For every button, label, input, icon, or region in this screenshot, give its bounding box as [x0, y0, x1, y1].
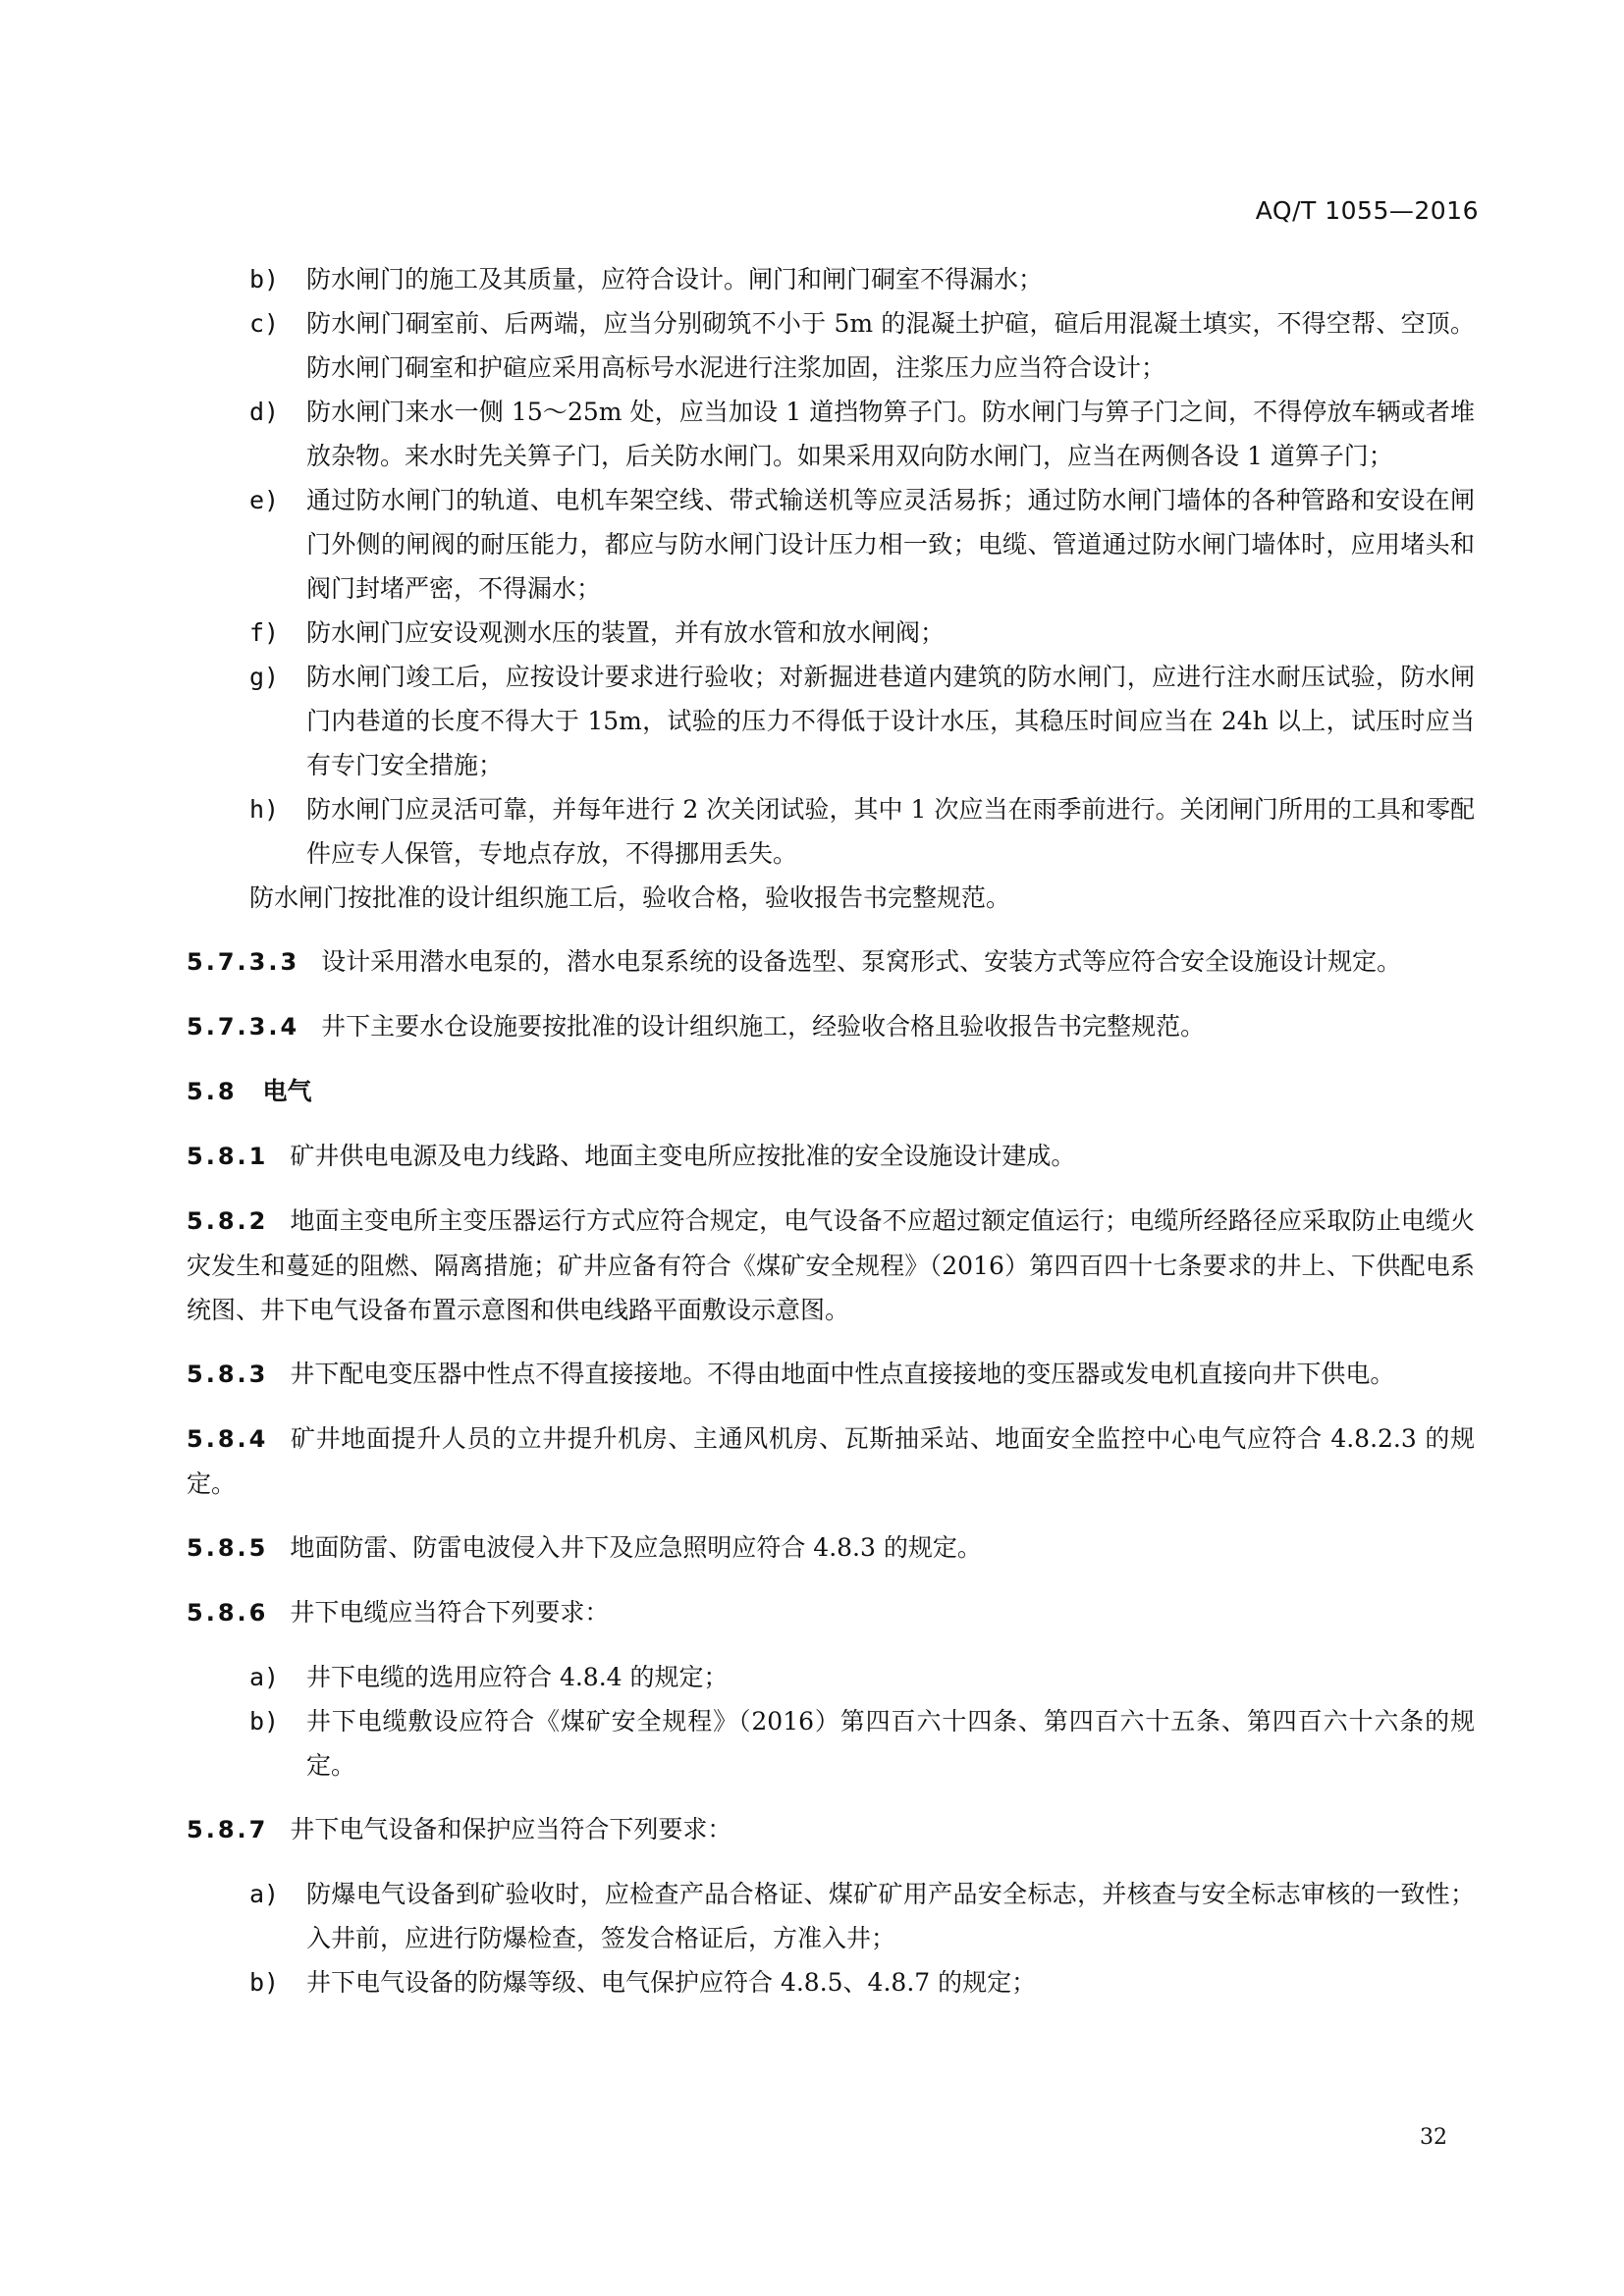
clause-number: 5.8.5 [187, 1534, 269, 1562]
section-heading-5-8 [187, 1069, 1475, 1114]
clause-number: 5.8.1 [187, 1143, 269, 1170]
list-item [249, 257, 1475, 301]
clause-5-8-7 [187, 1807, 1475, 1852]
list-item [249, 1872, 1475, 1960]
clause-number: 5.8.4 [187, 1425, 269, 1453]
clause-number: 5.8.3 [187, 1361, 269, 1388]
cable-requirements-list [187, 1655, 1475, 1788]
list-item-text: 防水闸门来水一侧 15～25m 处，应当加设 1 道挡物箅子门。防水闸门与箅子门之间，不得停放车辆或者堆放杂物。来水时先关箅子门，后关防水闸门。如果采用双向防水闸门，应当在两侧各设 1 道箅子门； [306, 398, 1475, 470]
list-marker: c) [249, 309, 280, 338]
clause-text: 井下电缆应当符合下列要求： [290, 1598, 610, 1627]
clause-number: 5.7.3.3 [187, 948, 300, 976]
page-content [187, 257, 1475, 2004]
clause-5-8-4 [187, 1416, 1475, 1506]
clause-number: 5.8.2 [187, 1207, 269, 1235]
clause-text: 井下配电变压器中性点不得直接接地。不得由地面中性点直接接地的变压器或发电机直接向井下供电。 [290, 1360, 1395, 1388]
list-marker: a) [249, 1880, 280, 1908]
clause-text: 地面防雷、防雷电波侵入井下及应急照明应符合 4.8.3 的规定。 [290, 1533, 982, 1562]
clause-text: 矿井地面提升人员的立井提升机房、主通风机房、瓦斯抽采站、地面安全监控中心电气应符合 4.8.2.3 的规定。 [187, 1424, 1475, 1498]
page-number: 32 [1420, 2125, 1447, 2150]
list-marker: b) [249, 1968, 280, 1997]
list-marker: f) [249, 618, 280, 647]
list-marker: d) [249, 398, 280, 426]
list-item-text: 井下电气设备的防爆等级、电气保护应符合 4.8.5、4.8.7 的规定； [306, 1968, 1037, 1997]
list-item [249, 301, 1475, 390]
list-item-text: 井下电缆的选用应符合 4.8.4 的规定； [306, 1663, 729, 1691]
clause-5-8-2 [187, 1199, 1475, 1332]
list-item [249, 611, 1475, 655]
clause-5-7-3-4 [187, 1004, 1475, 1049]
clause-5-8-3 [187, 1352, 1475, 1397]
clause-5-8-5 [187, 1525, 1475, 1571]
clause-text: 矿井供电电源及电力线路、地面主变电所应按批准的安全设施设计建成。 [290, 1142, 1076, 1170]
electrical-equipment-list [187, 1872, 1475, 2004]
document-code: AQ/T 1055—2016 [1255, 196, 1479, 225]
list-item [249, 655, 1475, 787]
list-marker: b) [249, 1707, 280, 1735]
clause-text: 井下主要水仓设施要按批准的设计组织施工，经验收合格且验收报告书完整规范。 [321, 1012, 1206, 1041]
list-marker: b) [249, 265, 280, 294]
list-item-text: 井下电缆敷设应符合《煤矿安全规程》（2016）第四百六十四条、第四百六十五条、第四百六十六条的规定。 [306, 1707, 1475, 1780]
list-item-text: 通过防水闸门的轨道、电机车架空线、带式输送机等应灵活易拆；通过防水闸门墙体的各种管路和安设在闸门外侧的闸阀的耐压能力，都应与防水闸门设计压力相一致；电缆、管道通过防水闸门墙体时，应用堵头和阀门封堵严密，不得漏水； [306, 486, 1475, 603]
clause-number: 5.8.6 [187, 1599, 269, 1627]
list-marker: e) [249, 486, 280, 514]
clause-text: 设计采用潜水电泵的，潜水电泵系统的设备选型、泵窝形式、安装方式等应符合安全设施设计规定。 [321, 947, 1402, 976]
list-marker: g) [249, 663, 280, 691]
list-marker: h) [249, 795, 280, 824]
list-item-text: 防水闸门的施工及其质量，应符合设计。闸门和闸门硐室不得漏水； [306, 265, 1044, 294]
clause-5-7-3-3 [187, 939, 1475, 985]
list-item [249, 478, 1475, 611]
section-number: 5.8 [187, 1078, 238, 1105]
list-item-text: 防水闸门应灵活可靠，并每年进行 2 次关闭试验，其中 1 次应当在雨季前进行。关闭闸门所用的工具和零配件应专人保管，专地点存放，不得挪用丢失。 [306, 795, 1475, 868]
list-item-text: 防爆电气设备到矿验收时，应检查产品合格证、煤矿矿用产品安全标志，并核查与安全标志审核的一致性；入井前，应进行防爆检查，签发合格证后，方准入井； [306, 1880, 1475, 1952]
clause-5-8-6 [187, 1590, 1475, 1635]
list-item-text: 防水闸门竣工后，应按设计要求进行验收；对新掘进巷道内建筑的防水闸门，应进行注水耐压试验，防水闸门内巷道的长度不得大于 15m，试验的压力不得低于设计水压，其稳压时间应当在 24h 以上，试压时应当有专门安全措施； [306, 663, 1475, 779]
floodgate-requirements-list [187, 257, 1475, 876]
clause-text: 地面主变电所主变压器运行方式应符合规定，电气设备不应超过额定值运行；电缆所经路径应采取防止电缆火灾发生和蔓延的阻燃、隔离措施；矿井应备有符合《煤矿安全规程》（2016）第四百四十七条要求的井上、下供配电系统图、井下电气设备布置示意图和供电线路平面敷设示意图。 [187, 1206, 1475, 1324]
list-item [249, 1699, 1475, 1788]
list-item [249, 1655, 1475, 1699]
list-item-text: 防水闸门应安设观测水压的装置，并有放水管和放水闸阀； [306, 618, 946, 647]
clause-text: 井下电气设备和保护应当符合下列要求： [290, 1815, 732, 1843]
list-item [249, 390, 1475, 478]
list-item [249, 787, 1475, 876]
list-item [249, 1960, 1475, 2004]
clause-5-8-1 [187, 1134, 1475, 1179]
list-marker: a) [249, 1663, 280, 1691]
clause-number: 5.7.3.4 [187, 1013, 300, 1041]
acceptance-paragraph: 防水闸门按批准的设计组织施工后，验收合格，验收报告书完整规范。 [249, 883, 1011, 912]
clause-number: 5.8.7 [187, 1816, 269, 1843]
list-item-text: 防水闸门硐室前、后两端，应当分别砌筑不小于 5m 的混凝土护碹，碹后用混凝土填实，不得空帮、空顶。防水闸门硐室和护碹应采用高标号水泥进行注浆加固，注浆压力应当符合设计； [306, 309, 1475, 382]
section-title: 电气 [262, 1077, 312, 1105]
